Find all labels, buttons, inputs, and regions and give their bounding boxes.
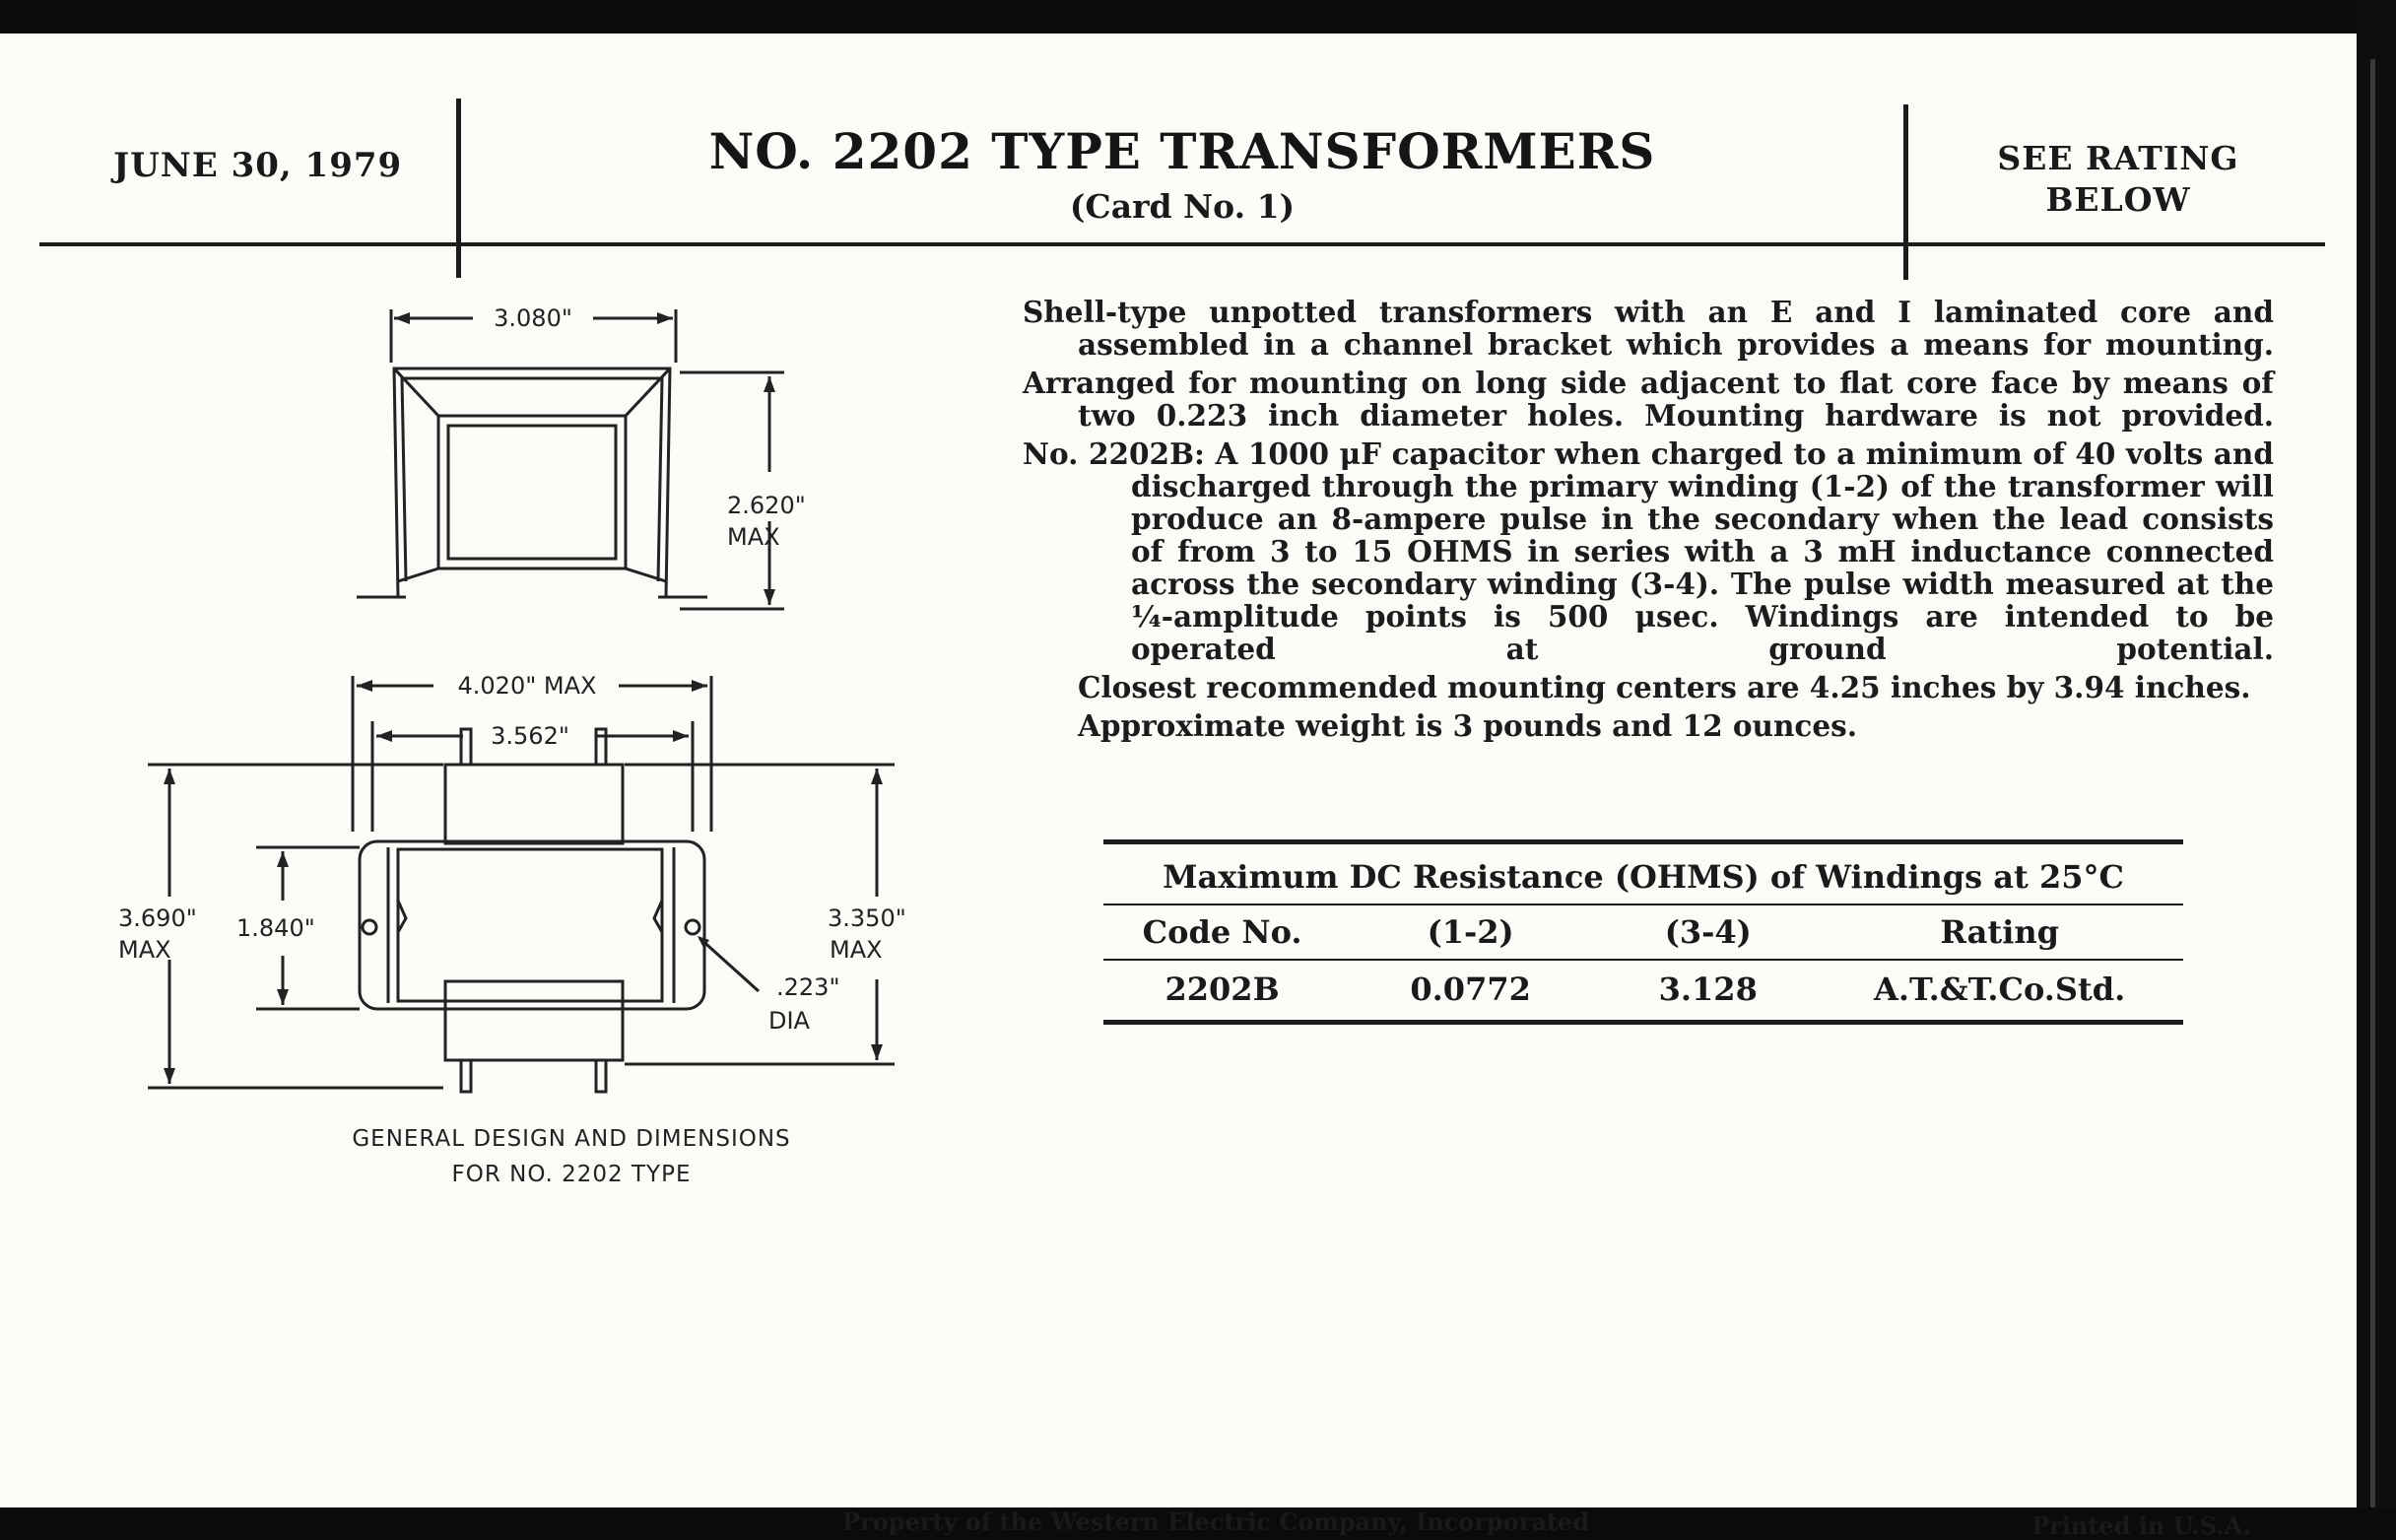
card-number: (Card No. 1) bbox=[1069, 187, 1296, 226]
dim-overall-width: 4.020" MAX bbox=[457, 672, 597, 700]
dim-bracket-height: 1.840" bbox=[236, 914, 315, 942]
footer-ownership: Property of the Western Electric Company, Incorporated bbox=[842, 1507, 1590, 1536]
dim-right-height-max: MAX bbox=[830, 936, 883, 964]
record-card bbox=[0, 33, 2357, 1540]
dim-hole-dia: DIA bbox=[768, 1007, 810, 1035]
cell-code: 2202B bbox=[1103, 960, 1341, 1023]
desc-weight: Approximate weight is 3 pounds and 12 ounces. bbox=[1078, 708, 1858, 743]
cell-primary-resistance: 0.0772 bbox=[1341, 960, 1600, 1023]
drawing-caption bbox=[315, 1121, 828, 1192]
rating-note bbox=[1911, 138, 2325, 221]
dim-left-height-max: MAX bbox=[118, 936, 171, 964]
dimension-drawing bbox=[0, 33, 985, 1117]
front-view-transformer bbox=[360, 729, 704, 1092]
card-date: JUNE 30, 1979 bbox=[113, 146, 403, 185]
table-header-secondary: (3-4) bbox=[1600, 904, 1816, 960]
dim-inner-width: 3.562" bbox=[491, 722, 569, 750]
dim-top-height-max: MAX bbox=[727, 523, 780, 551]
resistance-table bbox=[1103, 839, 2183, 1025]
dim-hole: .223" bbox=[776, 973, 840, 1001]
card-title: NO. 2202 TYPE TRANSFORMERS bbox=[708, 122, 1656, 180]
desc-mounting-centers: Closest recommended mounting centers are 4.25 inches by 3.94 inches. bbox=[1078, 670, 2251, 704]
table-header-primary: (1-2) bbox=[1341, 904, 1600, 960]
desc-construction: Shell-type unpotted transformers with an E and I laminated core and assembled in a channel bracket which provides a means for mounting. bbox=[1023, 295, 2274, 362]
scan-edge bbox=[2357, 0, 2396, 1507]
table-header-code: Code No. bbox=[1103, 904, 1341, 960]
desc-mounting: Arranged for mounting on long side adjacent to flat core face by means of two 0.223 inch diameter holes. Mounting hardware is not provided. bbox=[1023, 366, 2274, 433]
table-row bbox=[1103, 960, 2183, 1023]
resistance-table-caption: Maximum DC Resistance (OHMS) of Windings at 25°C bbox=[1103, 842, 2183, 905]
desc-pulse-rating: No. 2202B: A 1000 μF capacitor when charged to a minimum of 40 volts and discharged through the primary winding (1-2) of the transformer will produce an 8-ampere pulse in the secondary when the lead consists of from 3 to 15 OHMS in series with a 3 mH inductance connected across the secondary winding (3-4). The pulse width measured at the ¼-amplitude points is 500 μsec. Windings are intended to be operated at ground potential. bbox=[1023, 436, 2274, 666]
drawing-caption-line2: FOR NO. 2202 TYPE bbox=[451, 1162, 692, 1187]
drawing-caption-line1: GENERAL DESIGN AND DIMENSIONS bbox=[352, 1126, 791, 1152]
rating-note-line1: SEE RATING bbox=[1997, 139, 2239, 177]
top-view-transformer bbox=[357, 368, 707, 597]
dim-right-height: 3.350" bbox=[828, 904, 906, 932]
dim-top-height: 2.620" bbox=[727, 492, 806, 519]
dim-top-width: 3.080" bbox=[494, 304, 572, 332]
cell-rating: A.T.&T.Co.Std. bbox=[1816, 960, 2183, 1023]
cell-secondary-resistance: 3.128 bbox=[1600, 960, 1816, 1023]
dim-left-height: 3.690" bbox=[118, 904, 197, 932]
table-header-rating: Rating bbox=[1816, 904, 2183, 960]
description bbox=[1023, 296, 2274, 748]
header-divider-right bbox=[1903, 104, 1908, 280]
footer-printed: Printed in U.S.A. bbox=[2031, 1511, 2251, 1540]
rating-note-line2: BELOW bbox=[2045, 180, 2191, 219]
